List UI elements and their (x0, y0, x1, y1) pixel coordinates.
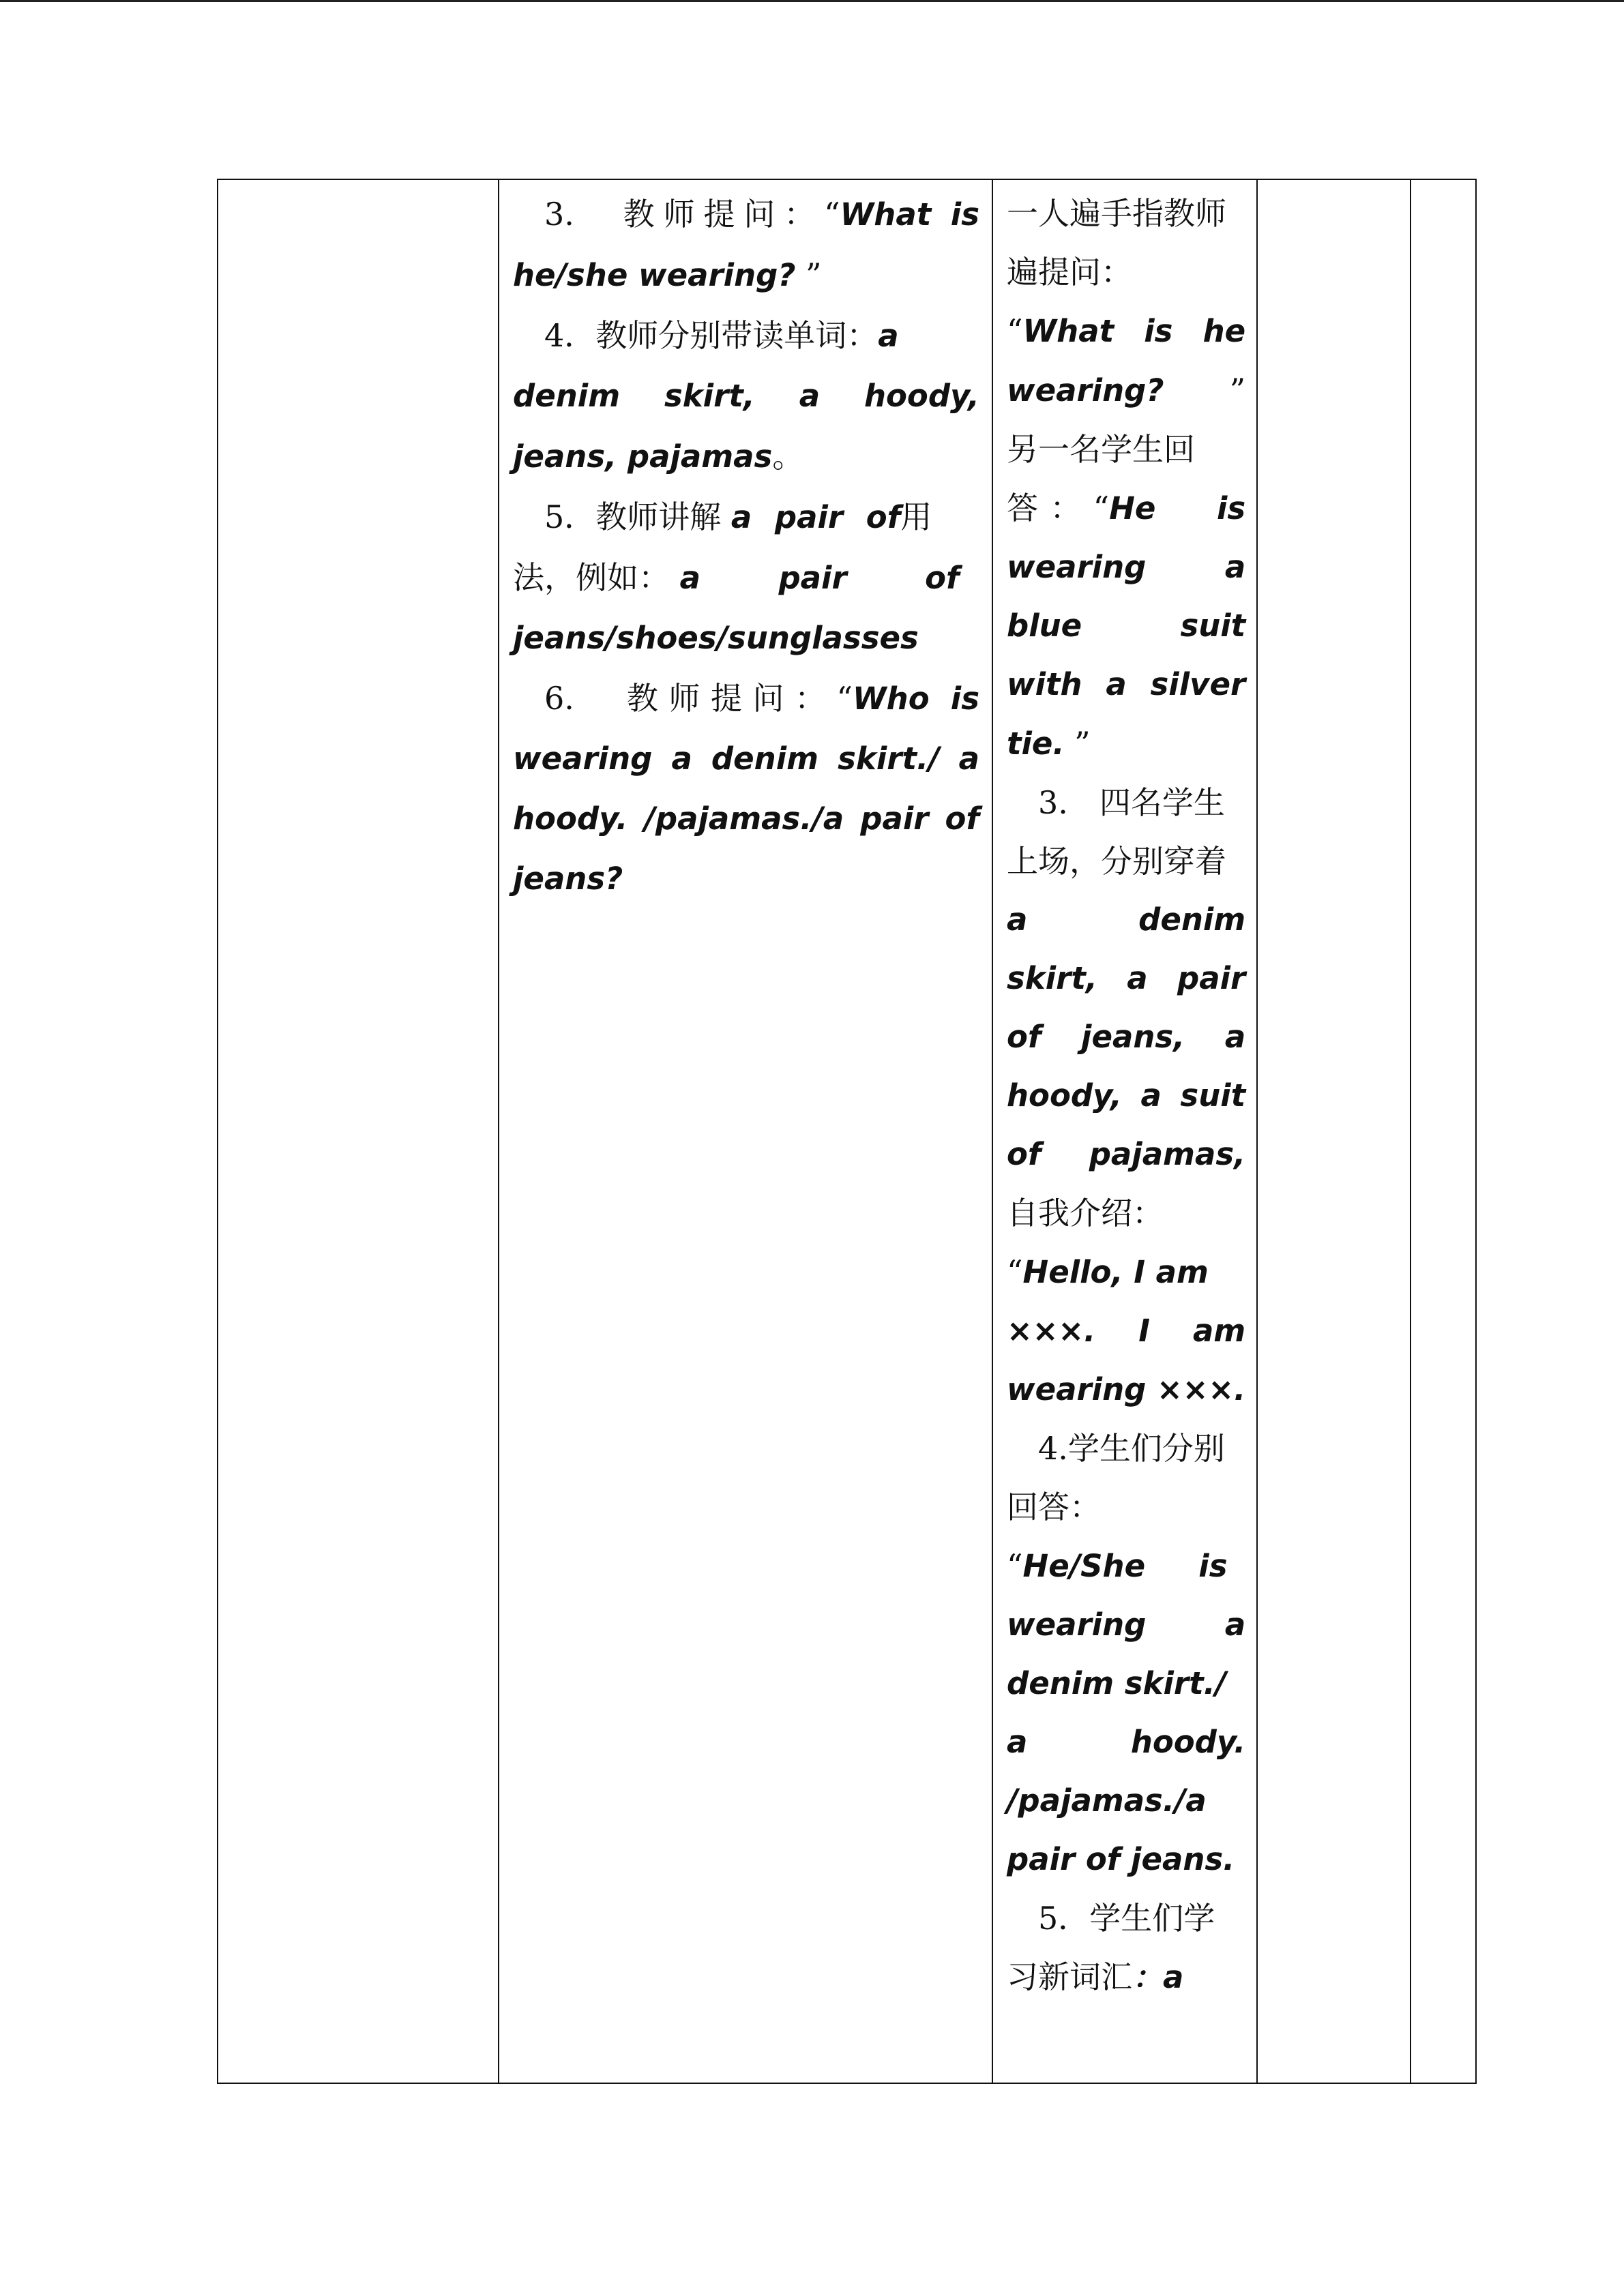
table-row (218, 179, 1476, 2083)
text-line: 3. 教师提问：“What is (544, 196, 979, 233)
text-line: of jeans, a (1007, 1019, 1246, 1055)
text-line: of pajamas, (1007, 1136, 1246, 1172)
text-line: wearing? ” (1007, 372, 1246, 408)
text-line: “Hello, I am (1007, 1253, 1209, 1290)
text-line: wearing a (1007, 1607, 1246, 1643)
lesson-plan-table (217, 179, 1477, 2084)
text-line: jeans/shoes/sunglasses (513, 620, 919, 656)
table-cell-column-4 (1257, 179, 1411, 2083)
text-line: 回答： (1007, 1489, 1101, 1525)
text-line: with a silver (1007, 666, 1246, 702)
table-cell-step (218, 179, 499, 2083)
text-line: denim skirt./ (1007, 1665, 1227, 1701)
text-line: 答：“He is (1007, 490, 1246, 526)
text-line: 一人遍手指教师 (1007, 195, 1226, 232)
text-line: 法，例如： a pair of (513, 559, 960, 596)
text-line: 6. 教师提问：“Who is (544, 680, 979, 717)
text-line: 遍提问： (1007, 254, 1132, 290)
text-line: hoody. /pajamas./a pair of (513, 801, 979, 837)
text-line: 3. 四名学生 (1038, 784, 1225, 821)
text-line: 5．学生们学 (1038, 1900, 1215, 1937)
text-line: skirt, a pair (1007, 960, 1246, 996)
text-line: 自我介绍： (1007, 1195, 1164, 1232)
text-line: pair of jeans. (1007, 1841, 1235, 1877)
text-line: blue suit (1007, 608, 1246, 644)
text-line: jeans? (513, 861, 623, 897)
table-cell-student-activity (992, 179, 1257, 2083)
text-line: wearing a (1007, 549, 1246, 585)
text-line: a denim (1007, 901, 1246, 938)
text-line: wearing a denim skirt./ a (513, 741, 979, 777)
text-line: 4．教师分别带读单词：a (544, 317, 899, 354)
text-line: 上场，分别穿着 (1007, 843, 1226, 880)
text-line: a hoody. (1007, 1724, 1246, 1760)
table-cell-column-5 (1411, 179, 1476, 2083)
text-line: denim skirt, a hoody, (513, 378, 979, 414)
text-line: jeans, pajamas。 (513, 438, 804, 475)
table-cell-teacher-activity (499, 179, 992, 2083)
text-line: “What is he (1007, 312, 1246, 349)
text-line: 5．教师讲解 a pair of用 (544, 498, 932, 535)
text-line: “He/She is (1007, 1547, 1228, 1584)
text-line: 4.学生们分别 (1038, 1430, 1225, 1467)
text-line: 另一名学生回 (1007, 431, 1195, 468)
text-line: /pajamas./a (1007, 1783, 1207, 1819)
text-line: he/she wearing? ” (513, 256, 822, 293)
text-line: wearing ×××. (1007, 1371, 1246, 1407)
text-line: hoody, a suit (1007, 1077, 1246, 1114)
text-line: tie. ” (1007, 725, 1091, 762)
text-line: 习新词汇：a (1007, 1958, 1184, 1995)
page-top-border (0, 0, 1624, 2)
text-line: ×××. I am (1007, 1313, 1246, 1349)
